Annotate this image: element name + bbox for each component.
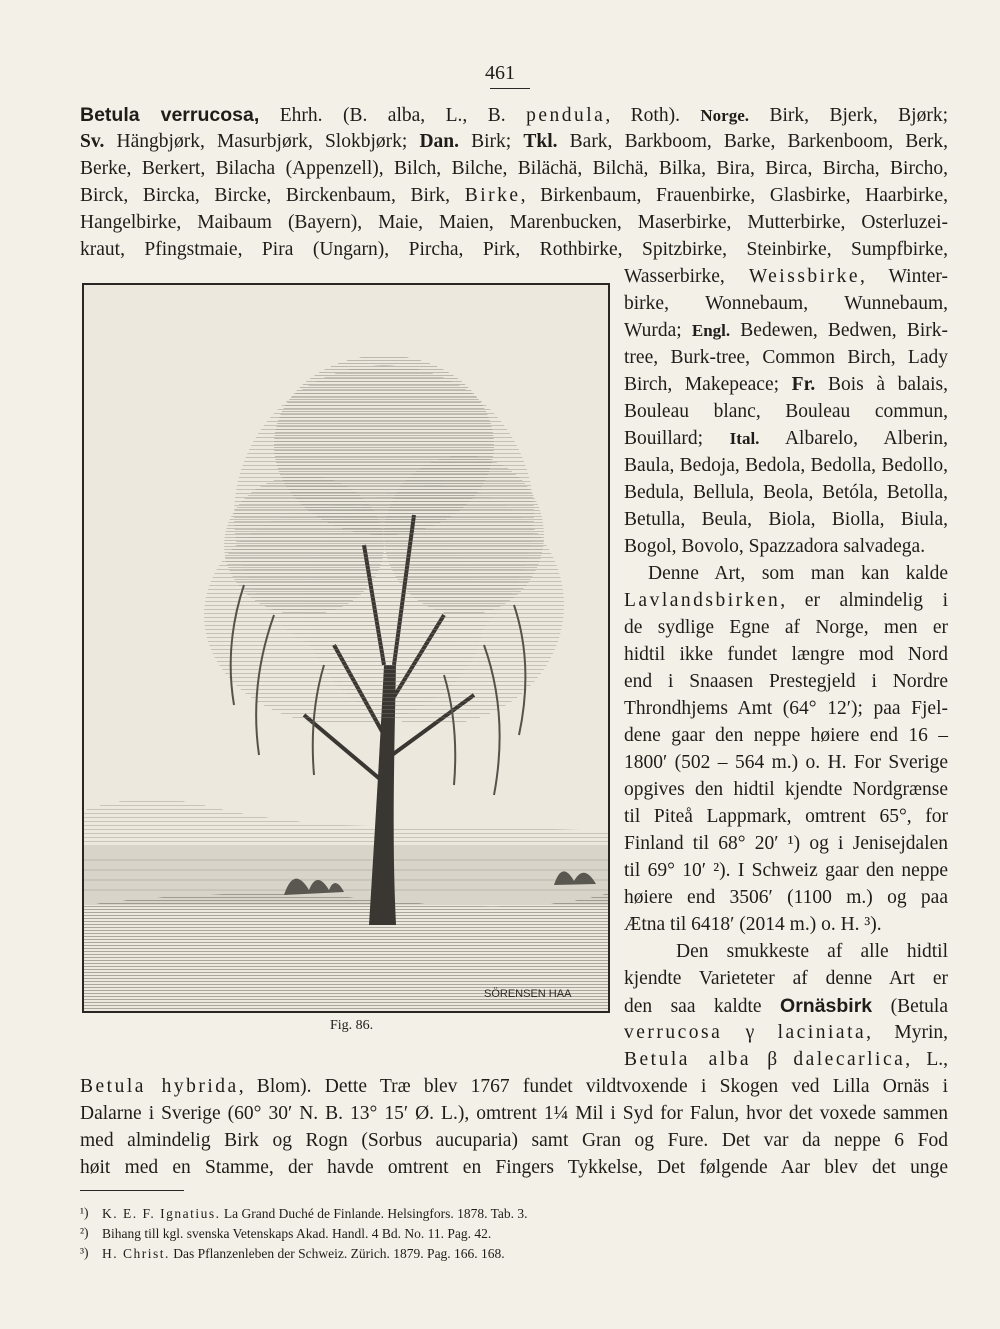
text-line: med almindelig Birk og Rogn (Sorbus aucuparia) samt Gran og Fure. Det var da neppe 6 Fod [80,1130,948,1151]
text-line: Bouillard; Ital. Albarelo, Alberin, [624,428,948,449]
tree-illustration [82,283,610,1013]
text-line: Wasserbirke, Weissbirke, Winter- [624,266,948,287]
page-number: 461 [485,62,515,84]
engraver-signature: SÖRENSEN HAA [484,988,572,1000]
text-line: verrucosa γ laciniata, Myrin, [624,1022,948,1043]
text-line: Bedula, Bellula, Beola, Betóla, Betolla, [624,482,948,503]
text-line: Bouleau blanc, Bouleau commun, [624,401,948,422]
footnote-mark: ²) [80,1225,89,1240]
text-line: Finland til 68° 20′ ¹) og i Jenisejdalen [624,833,948,854]
text-line: tree, Burk-tree, Common Birch, Lady [624,347,948,368]
text-line: Hangelbirke, Maibaum (Bayern), Maie, Maien, Marenbucken, Maserbirke, Mutterbirke, Osterluzei- [80,212,948,233]
text-line: Betulla, Beula, Biola, Biolla, Biula, [624,509,948,530]
text-line: hidtil ikke fundet længre mod Nord [624,644,948,665]
text-line: end i Snaasen Prestegjeld i Nordre [624,671,948,692]
footnote: Bihang till kgl. svenska Vetenskaps Akad. Handl. 4 Bd. No. 11. Pag. 42. [102,1226,492,1241]
text-line: kjendte Varieteter af denne Art er [624,968,948,989]
page-number-rule [490,88,530,89]
text-line: de sydlige Egne af Norge, men er [624,617,948,638]
text-line: birke, Wonnebaum, Wunnebaum, [624,293,948,314]
text-line: Baula, Bedoja, Bedola, Bedolla, Bedollo, [624,455,948,476]
text-line: Bogol, Bovolo, Spazzadora salvadega. [624,536,926,557]
text-line: Den smukkeste af alle hidtil [676,941,948,962]
footnote: H. Christ. Das Pflanzenleben der Schweiz. Zürich. 1879. Pag. 166. 168. [102,1246,505,1261]
figure-caption: Fig. 86. [330,1018,374,1033]
text-line: dene gaar den neppe høiere end 16 – [624,725,948,746]
text-line: Betula alba β dalecarlica, L., [624,1049,948,1070]
text-line: Throndhjems Amt (64° 12′); paa Fjel- [624,698,948,719]
text-line: Betula hybrida, Blom). Dette Træ blev 1767 fundet vildtvoxende i Skogen ved Lilla Ornäs i [80,1076,948,1097]
text-line: kraut, Pfingstmaie, Pira (Ungarn), Pircha, Pirk, Rothbirke, Spitzbirke, Steinbirke, Sumpfbirke, [80,239,948,260]
text-line: 1800′ (502 – 564 m.) o. H. For Sverige [624,752,948,773]
text-line: Lavlandsbirken, er almindelig i [624,590,948,611]
species-name: Betula verrucosa, [80,104,260,126]
text-line: Dalarne i Sverige (60° 30′ N. B. 13° 15′ Ø. L.), omtrent 1¼ Mil i Syd for Falun, hvor det voxede sammen [80,1103,948,1124]
text-line: høit med en Stamme, der havde omtrent en Fingers Tykkelse, Det følgende Aar blev det unge [80,1157,948,1178]
text-line: til Piteå Lappmark, omtrent 65°, for [624,806,948,827]
text-line: høiere end 3506′ (1100 m.) og paa [624,887,948,908]
text-line: Sv. Hängbjørk, Masurbjørk, Slokbjørk; Dan. Birk; Tkl. Bark, Barkboom, Barke, Barkenboom, Berk, [80,131,948,152]
text-line: Birch, Makepeace; Fr. Bois à balais, [624,374,948,395]
text-line: den saa kaldte Ornäsbirk (Betula [624,995,948,1017]
text-line: Birck, Bircka, Bircke, Birckenbaum, Birk, Birke, Birkenbaum, Frauenbirke, Glasbirke, Haarbirke, [80,185,948,206]
birch-tree-engraving [84,285,608,1011]
text-line: Denne Art, som man kan kalde [648,563,948,584]
text-line: Wurda; Engl. Bedewen, Bedwen, Birk- [624,320,948,341]
footnote-rule [80,1190,184,1191]
footnote-mark: ¹) [80,1205,89,1220]
footnote-mark: ³) [80,1245,89,1260]
text-line: til 69° 10′ ²). I Schweiz gaar den neppe [624,860,948,881]
text-line: Ætna til 6418′ (2014 m.) o. H. ³). [624,914,882,935]
footnote: K. E. F. Ignatius. La Grand Duché de Finlande. Helsingfors. 1878. Tab. 3. [102,1206,528,1221]
text-line: opgives den hidtil kjendte Nordgrænse [624,779,948,800]
text-line: Betula verrucosa, Ehrh. (B. alba, L., B. pendula, Roth). Norge. Birk, Bjerk, Bjørk; [80,104,948,126]
text-line: Berke, Berkert, Bilacha (Appenzell), Bilch, Bilche, Bilächä, Bilchä, Bilka, Bira, Birca, Bircha, Bircho, [80,158,948,179]
